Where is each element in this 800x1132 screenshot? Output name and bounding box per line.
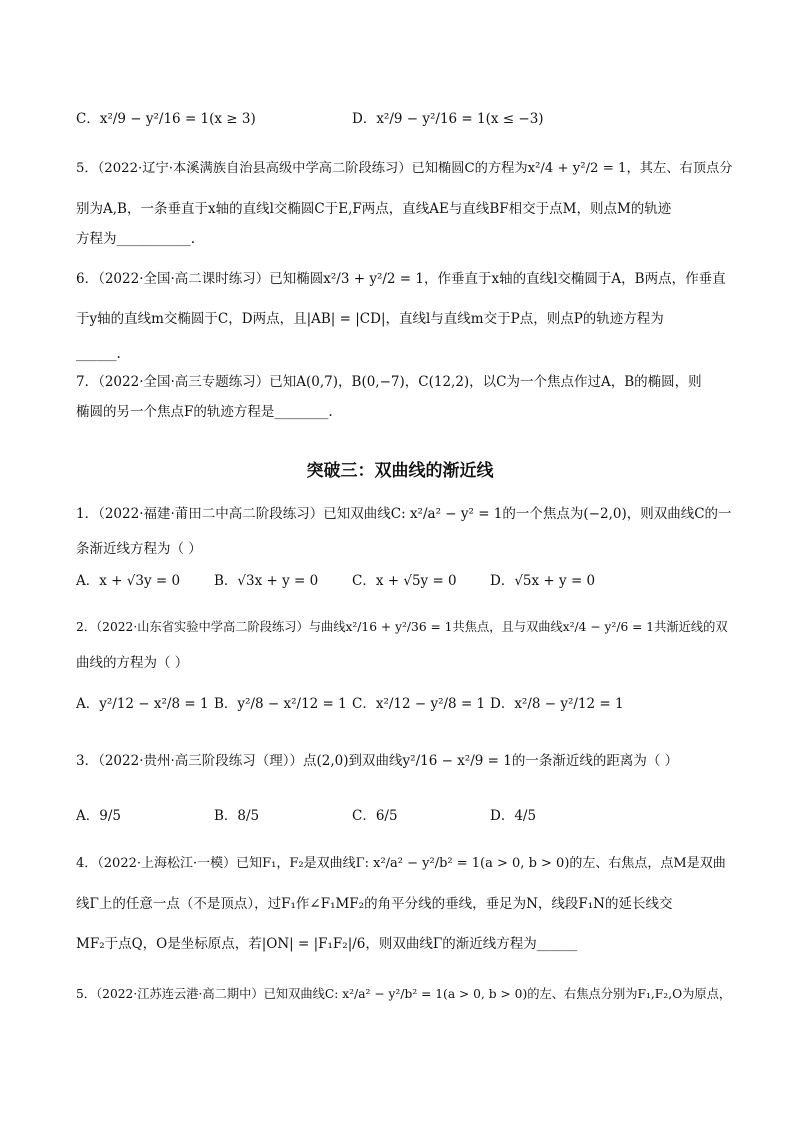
h2-option-a: A．y²/12 − x²/8 = 1 <box>76 696 209 712</box>
h4-line3: MF₂于点Q，O是坐标原点，若|ON| = |F₁F₂|/6，则双曲线Γ的渐近线方程为______ <box>76 936 578 952</box>
h3-option-c: C．6/5 <box>352 808 398 824</box>
h1-option-a: A．x + √3y = 0 <box>76 573 181 589</box>
h1-option-d: D．√5x + y = 0 <box>490 573 596 589</box>
h1-line2: 条渐近线方程为（ ） <box>76 541 202 557</box>
h1-line1: 1．（2022·福建·莆田二中高二阶段练习）已知双曲线C: x²/a² − y² = 1的一个焦点为(−2,0)，则双曲线C的一 <box>76 506 732 522</box>
h2-line2: 曲线的方程为（ ） <box>76 655 189 671</box>
q6-line1: 6．（2022·全国·高二课时练习）已知椭圆x²/3 + y²/2 = 1，作垂直于x轴的直线l交椭圆于A，B两点，作垂直 <box>76 271 726 287</box>
q6-line2: 于y轴的直线m交椭圆于C，D两点，且|AB| = |CD|，直线l与直线m交于P点，则点P的轨迹方程为 <box>76 311 664 327</box>
h2-option-b: B．y²/8 − x²/12 = 1 <box>214 696 347 712</box>
q7-line2: 椭圆的另一个焦点F的轨迹方程是________. <box>76 404 333 420</box>
h3-option-b: B．8/5 <box>214 808 260 824</box>
section-title: 突破三：双曲线的渐近线 <box>306 461 494 481</box>
q7-line1: 7．（2022·全国·高三专题练习）已知A(0,7)，B(0,−7)，C(12,2)，以C为一个焦点作过A，B的椭圆，则 <box>76 374 702 390</box>
h1-option-c: C．x + √5y = 0 <box>352 573 457 589</box>
h3-line1: 3．（2022·贵州·高三阶段练习（理））点(2,0)到双曲线y²/16 − x²/9 = 1的一条渐近线的距离为（ ） <box>76 753 679 769</box>
h3-option-d: D．4/5 <box>490 808 537 824</box>
q5-line2: 别为A,B，一条垂直于x轴的直线l交椭圆C于E,F两点，直线AE与直线BF相交于点M，则点M的轨迹 <box>76 201 672 217</box>
h2-option-d: D．x²/8 − y²/12 = 1 <box>490 696 624 712</box>
prev-option-c: C．x²/9 − y²/16 = 1(x ≥ 3) <box>76 111 256 127</box>
h1-option-b: B．√3x + y = 0 <box>214 573 319 589</box>
h3-option-a: A．9/5 <box>76 808 121 824</box>
h4-line1: 4．（2022·上海松江·一模）已知F₁，F₂是双曲线Γ: x²/a² − y²/b² = 1(a > 0, b > 0)的左、右焦点，点M是双曲 <box>76 856 726 871</box>
h4-line2: 线Γ上的任意一点（不是顶点），过F₁作∠F₁MF₂的角平分线的垂线，垂足为N，线段F₁N的延长线交 <box>76 896 673 912</box>
h2-line1: 2．（2022·山东省实验中学高二阶段练习）与曲线x²/16 + y²/36 = 1共焦点，且与双曲线x²/4 − y²/6 = 1共渐近线的双 <box>76 620 728 634</box>
h2-option-c: C．x²/12 − y²/8 = 1 <box>352 696 486 712</box>
q5-line1: 5．（2022·辽宁·本溪满族自治县高级中学高二阶段练习）已知椭圆C的方程为x²/4 + y²/2 = 1，其左、右顶点分 <box>76 161 733 176</box>
h5-line1: 5．（2022·江苏连云港·高二期中）已知双曲线C: x²/a² − y²/b² = 1(a > 0, b > 0)的左、右焦点分别为F₁,F₂,O为原点， <box>76 987 732 1001</box>
q5-line3: 方程为___________. <box>76 231 196 247</box>
prev-option-d: D．x²/9 − y²/16 = 1(x ≤ −3) <box>352 111 544 127</box>
q6-line3: ______. <box>76 346 121 362</box>
